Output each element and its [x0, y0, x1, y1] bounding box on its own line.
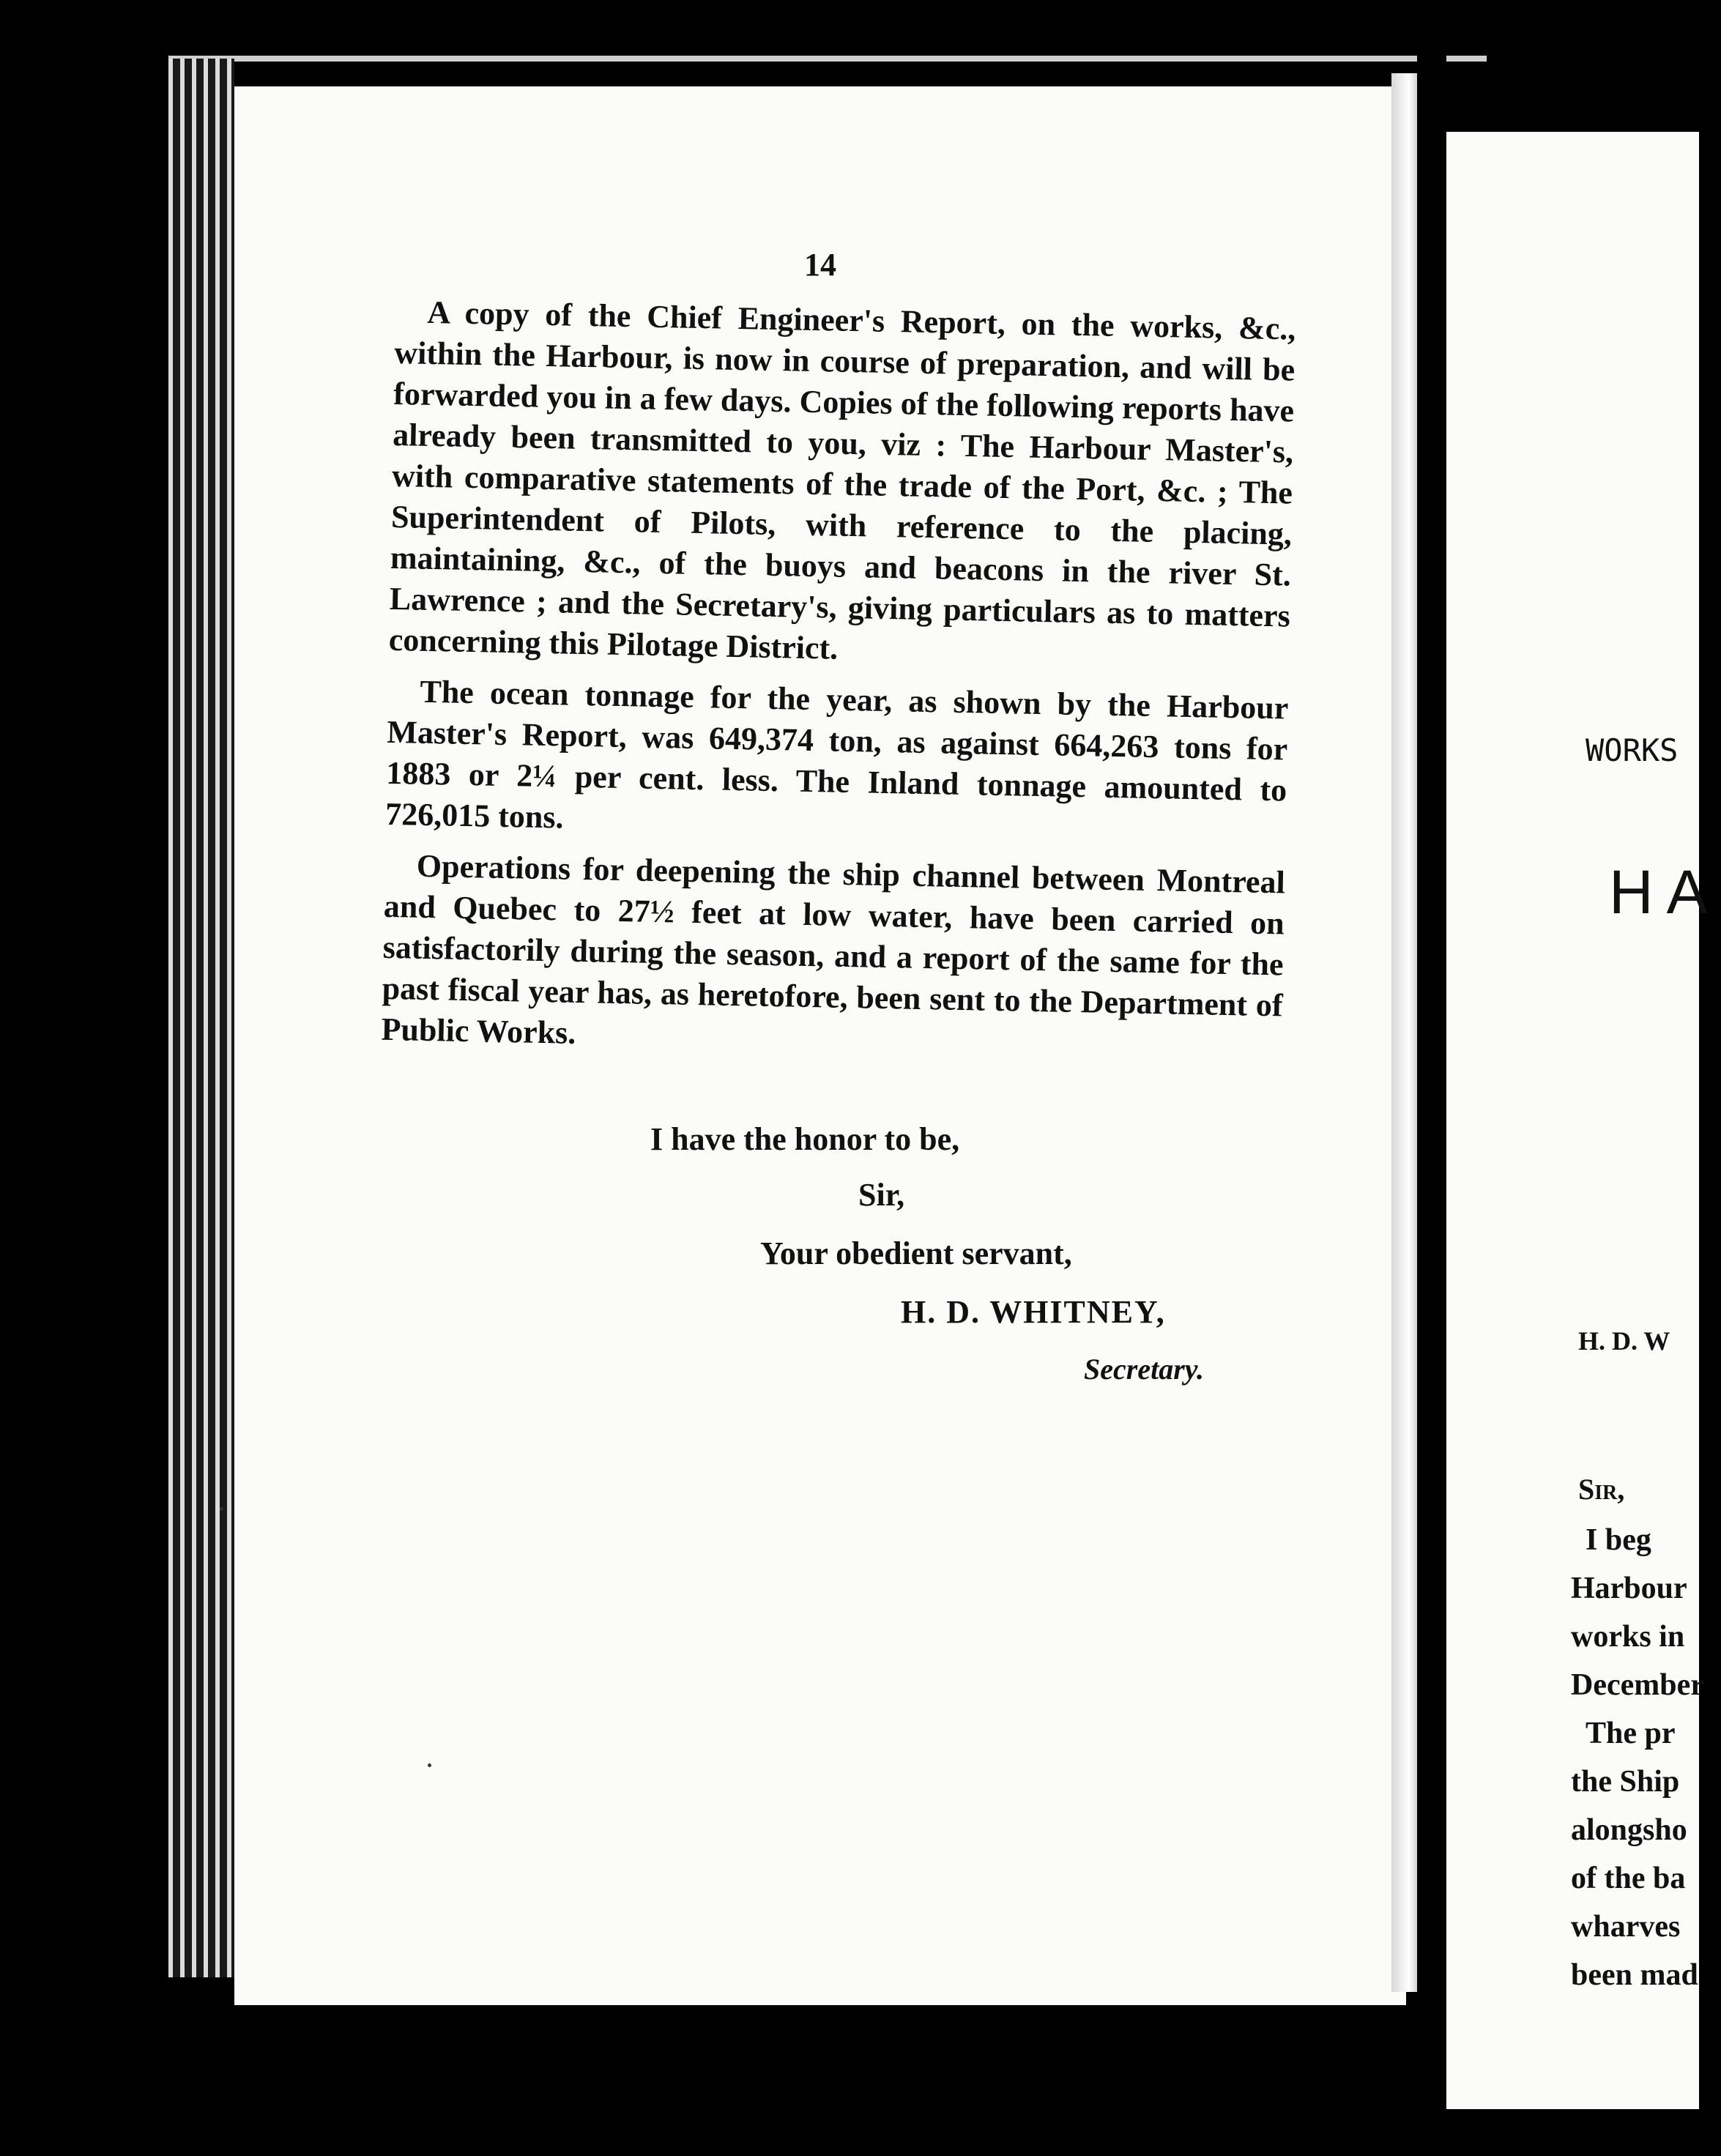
right-page-body [1571, 1516, 1704, 1999]
book-gutter [1417, 0, 1446, 2156]
closing-servant-line: Your obedient servant, [760, 1235, 1072, 1271]
right-page-line: Harbour [1571, 1572, 1687, 1605]
left-page [234, 86, 1406, 2005]
ink-speck [428, 1763, 431, 1767]
right-page [1446, 132, 1721, 2109]
ink-speck [220, 1507, 223, 1511]
right-page-sender: H. D. W [1578, 1326, 1670, 1356]
body-text [381, 291, 1296, 1077]
right-page-heading-large: HA [1609, 858, 1721, 926]
right-page-line: The pr [1586, 1717, 1676, 1750]
right-page-salutation: Sir, [1578, 1473, 1625, 1506]
right-page-heading-small: WORKS [1586, 732, 1679, 768]
signature-title: Secretary. [1084, 1353, 1205, 1386]
right-page-line: alongsho [1571, 1813, 1687, 1847]
closing-salutation: Sir, [858, 1177, 905, 1213]
paragraph-ship-channel-operations: Operations for deepening the ship channel between Montreal and Quebec to 27½ feet at low water, have been carried on satisfactorily during the season, and a report of the same for the past fiscal year has, as heretofore, been sent to the Department of Public Works. [381, 847, 1286, 1051]
paragraph-ocean-tonnage: The ocean tonnage for the year, as shown by the Harbour Master's Report, was 649,374 ton, as against 664,263 tons for 1883 or 2¼ per cent. less. The Inland tonnage amounted to 726,015 tons. [384, 673, 1289, 836]
right-page-line: I beg [1586, 1523, 1651, 1557]
right-page-line: wharves [1571, 1910, 1681, 1944]
book-page-edges [168, 59, 234, 1977]
right-page-line: December [1571, 1668, 1704, 1702]
signature-name: H. D. WHITNEY, [901, 1294, 1166, 1330]
right-page-line: works in [1571, 1620, 1685, 1654]
book-edge-top [168, 56, 1487, 62]
page-number: 14 [804, 247, 836, 283]
right-page-line: of the ba [1571, 1862, 1686, 1895]
right-page-line: been mad [1571, 1958, 1698, 1992]
page-fold-shadow [1391, 73, 1421, 1992]
right-page-line: the Ship [1571, 1765, 1680, 1799]
closing-honor-line: I have the honor to be, [650, 1121, 960, 1157]
paragraph-chief-engineer-report: A copy of the Chief Engineer's Report, on the works, &c., within the Harbour, is now in course of preparation, and will be forwarded you in a few days. Copies of the following reports have already been transmitted to you, viz : The Harbour Master's, with comparative statements of the trade of the Port, &c. ; The Superintendent of Pilots, with reference to the placing, maintaining, &c., of the buoys and beacons in the river St. Lawrence ; and the Secretary's, giving particulars as to matters concerning this Pilotage District. [388, 294, 1296, 666]
